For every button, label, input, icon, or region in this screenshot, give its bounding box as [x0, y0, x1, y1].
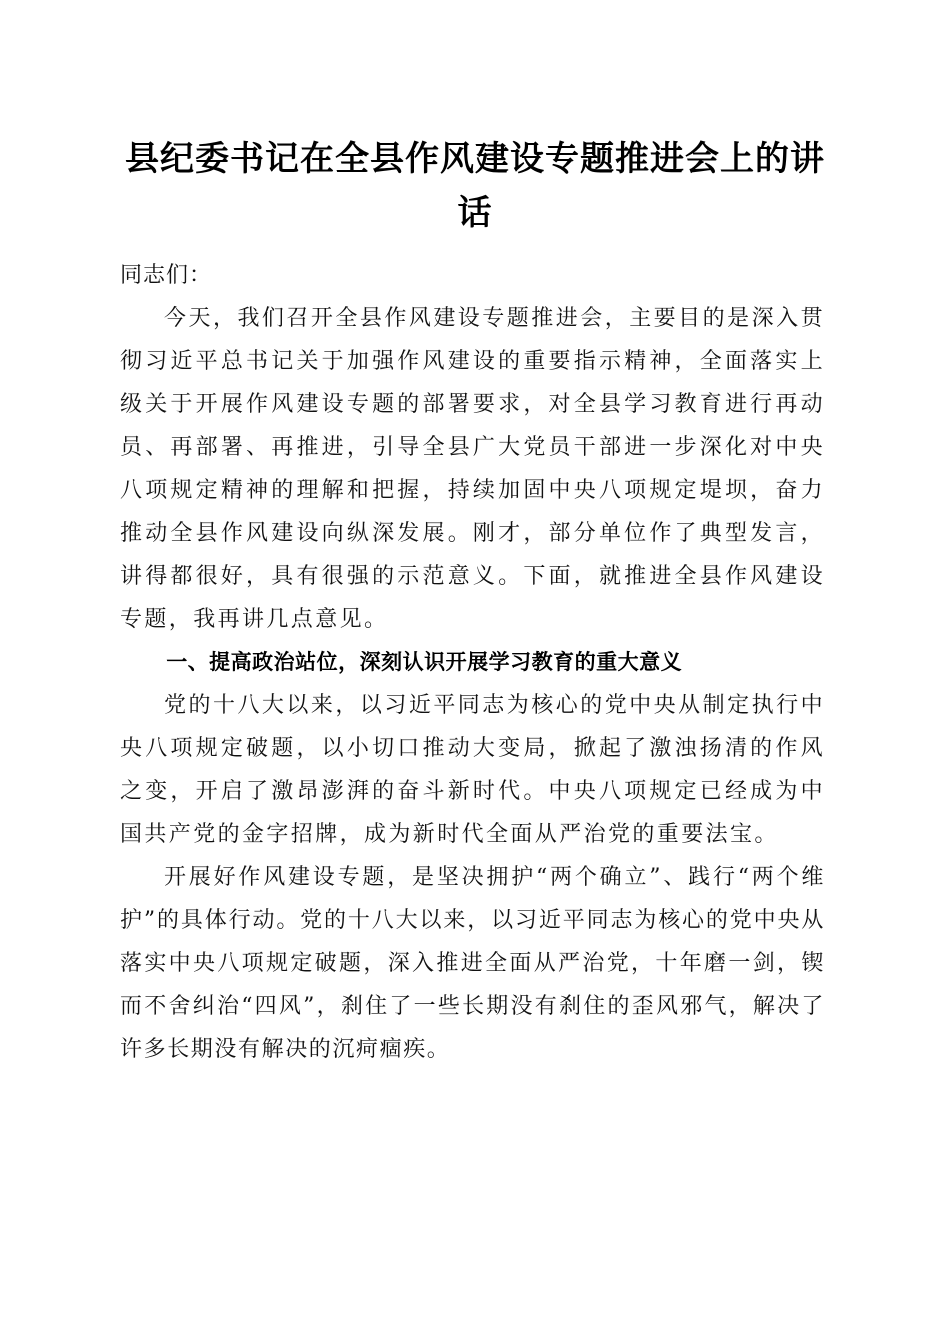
section-heading-1: 一、提高政治站位，深刻认识开展学习教育的重大意义 — [166, 650, 683, 674]
section1-paragraph-1: 党的十八大以来，以习近平同志为核心的党中央从制定执行中央八项规定破题，以小切口推动大变局，掀起了激浊扬清的作风之变，开启了激昂澎湃的奋斗新时代。中央八项规定已经成为中国共产党的金字招牌，成为新时代全面从严治党的重要法宝。 — [120, 693, 825, 847]
section1-paragraph-2: 开展好作风建设专题，是坚决拥护“两个确立”、践行“两个维护”的具体行动。党的十八大以来，以习近平同志为核心的党中央从落实中央八项规定破题，深入推进全面从严治党，十年磨一剑，锲而不舍纠治“四风”，刹住了一些长期没有刹住的歪风邪气，解决了许多长期没有解决的沉疴痼疾。 — [120, 865, 825, 1062]
document-body — [120, 254, 825, 1071]
intro-paragraph: 今天，我们召开全县作风建设专题推进会，主要目的是深入贯彻习近平总书记关于加强作风建设的重要指示精神，全面落实上级关于开展作风建设专题的部署要求，对全县学习教育进行再动员、再部署、再推进，引导全县广大党员干部进一步深化对中央八项规定精神的理解和把握，持续加固中央八项规定堤坝，奋力推动全县作风建设向纵深发展。刚才，部分单位作了典型发言，讲得都很好，具有很强的示范意义。下面，就推进全县作风建设专题，我再讲几点意见。 — [120, 306, 825, 632]
document-title: 县纪委书记在全县作风建设专题推进会上的讲话 — [125, 139, 825, 233]
greeting: 同志们： — [120, 263, 213, 288]
